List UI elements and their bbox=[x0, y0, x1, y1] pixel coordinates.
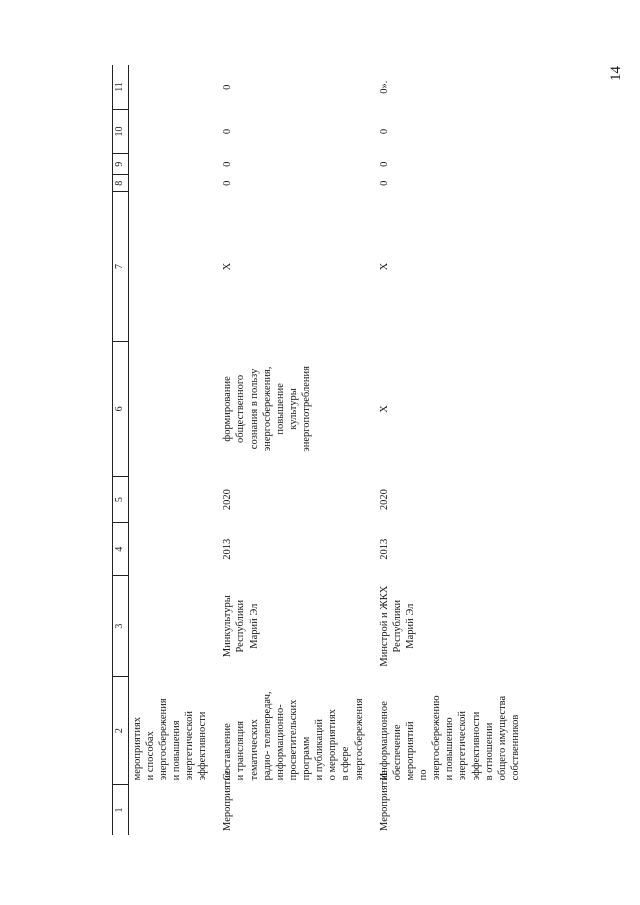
table-cell-description: Составление и трансляция тематических радио- телепередач, информационно- просветительских программ и публикаций о мероприятиях в сфере энергосбережения bbox=[222, 691, 365, 781]
page-number: 14 bbox=[608, 66, 624, 81]
table-cell-col11: 0». bbox=[378, 80, 390, 94]
table-cell-start-year: 2013 bbox=[378, 538, 390, 560]
table-cell bbox=[128, 65, 211, 109]
table-cell-executor: Минкультуры Республики Марий Эл bbox=[222, 595, 260, 658]
table-cell-end-year: 2020 bbox=[222, 489, 234, 511]
table-cell bbox=[128, 192, 211, 342]
table-cell bbox=[128, 109, 211, 153]
column-header: 11 bbox=[113, 65, 129, 109]
table-cell bbox=[128, 523, 211, 576]
table-cell bbox=[128, 476, 211, 522]
table-cell-col9: 0 bbox=[222, 161, 234, 167]
column-number-header bbox=[113, 65, 129, 835]
table-row bbox=[211, 65, 367, 835]
table-cell-col8: 0 bbox=[222, 180, 234, 186]
table-cell-col8: 0 bbox=[378, 180, 390, 186]
column-header: 8 bbox=[113, 175, 129, 192]
column-header: 4 bbox=[113, 523, 129, 576]
table-cell-start-year: 2013 bbox=[222, 538, 234, 560]
table-cell bbox=[128, 341, 211, 476]
table-cell bbox=[128, 784, 211, 835]
table-cell-type: Мероприятие bbox=[378, 770, 390, 831]
table-cell-executor: Минстрой и ЖКХ Республики Марий Эл bbox=[378, 585, 416, 667]
column-header: 10 bbox=[113, 109, 129, 153]
table-cell-col9: 0 bbox=[378, 161, 390, 167]
table-cell-col10: 0 bbox=[378, 128, 390, 135]
column-header: 6 bbox=[113, 341, 129, 476]
table-cell bbox=[128, 154, 211, 175]
program-table bbox=[112, 65, 524, 835]
column-header: 2 bbox=[113, 677, 129, 785]
table-cell bbox=[128, 175, 211, 192]
column-header: 1 bbox=[113, 784, 129, 835]
column-header: 7 bbox=[113, 192, 129, 342]
column-header: 3 bbox=[113, 576, 129, 677]
column-header: 5 bbox=[113, 476, 129, 522]
table-cell-col7: X bbox=[222, 262, 234, 271]
table-cell bbox=[128, 576, 211, 677]
table-cell-description: Информационное обеспечение мероприятий по энергосбережению и повышению энергетической эффективности в отношении общего имущества собственников bbox=[378, 695, 521, 781]
table-row bbox=[368, 65, 524, 835]
table-cell-result: X bbox=[378, 405, 390, 413]
continuation-row bbox=[128, 65, 211, 835]
table-cell-description: мероприятиях и способах энергосбережения и повышения энергетической эффективности bbox=[131, 698, 209, 781]
table-cell-result: формирование общественного сознания в пользу энергосбережения, повышение культуры энергопотребления bbox=[222, 366, 312, 452]
table-cell-col7: X bbox=[378, 262, 390, 271]
table-cell-end-year: 2020 bbox=[378, 489, 390, 511]
table-cell-col10: 0 bbox=[222, 128, 234, 135]
table-cell-type: Мероприятие bbox=[222, 770, 234, 831]
column-header: 9 bbox=[113, 154, 129, 175]
table-cell-col11: 0 bbox=[222, 84, 234, 90]
